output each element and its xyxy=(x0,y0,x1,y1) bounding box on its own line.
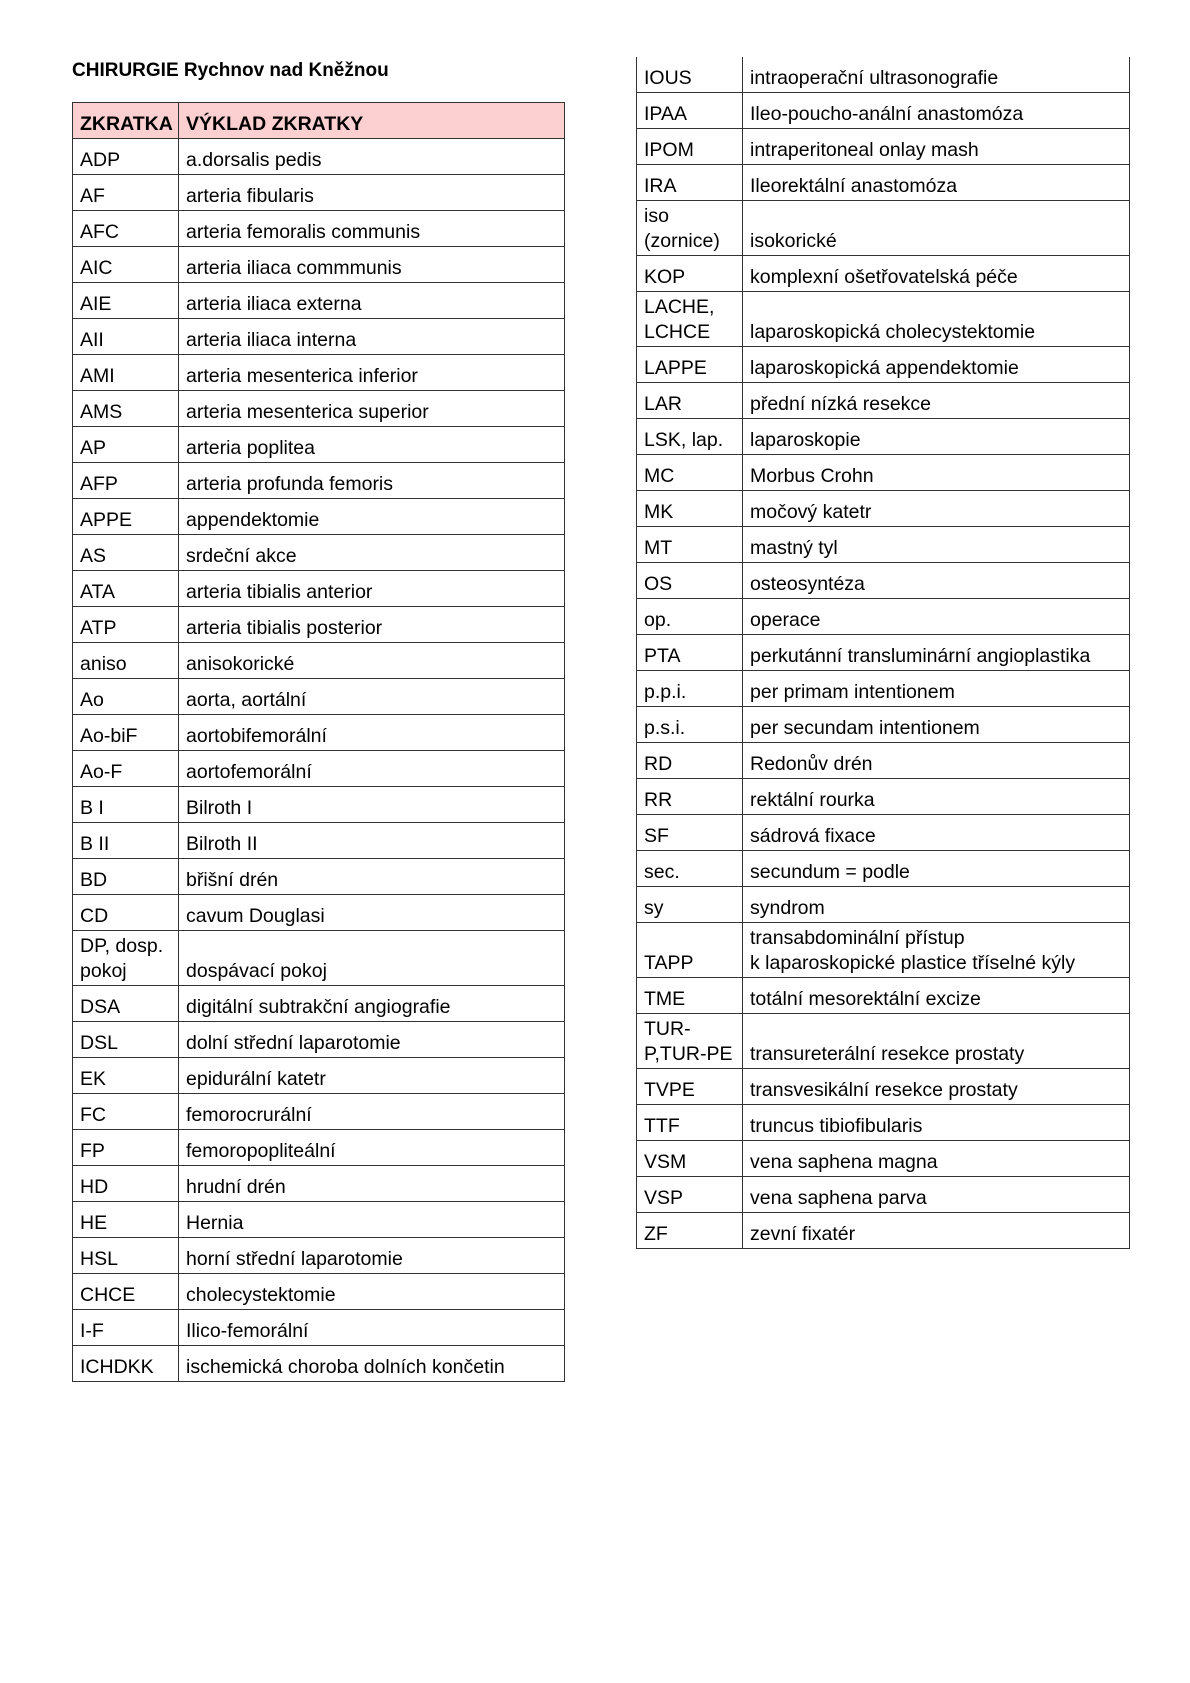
abbreviation-cell: FC xyxy=(73,1094,179,1130)
explanation-cell: truncus tibiofibularis xyxy=(743,1105,1130,1141)
explanation-cell: Redonův drén xyxy=(743,743,1130,779)
abbreviation-cell: RR xyxy=(637,779,743,815)
table-row xyxy=(73,535,565,571)
table-row xyxy=(73,1346,565,1382)
explanation-cell: aorta, aortální xyxy=(179,679,565,715)
table-row xyxy=(73,1310,565,1346)
abbreviation-cell: sy xyxy=(637,887,743,923)
abbreviation-cell: HD xyxy=(73,1166,179,1202)
explanation-cell: dospávací pokoj xyxy=(179,931,565,986)
table-row xyxy=(637,815,1130,851)
explanation-cell: anisokorické xyxy=(179,643,565,679)
table-row xyxy=(73,211,565,247)
explanation-cell: arteria fibularis xyxy=(179,175,565,211)
table-row xyxy=(73,1058,565,1094)
abbreviation-cell: TTF xyxy=(637,1105,743,1141)
explanation-cell: srdeční akce xyxy=(179,535,565,571)
table-row xyxy=(73,1202,565,1238)
explanation-cell: per primam intentionem xyxy=(743,671,1130,707)
explanation-cell: arteria iliaca interna xyxy=(179,319,565,355)
table-row xyxy=(73,319,565,355)
abbreviation-cell: I-F xyxy=(73,1310,179,1346)
abbreviation-cell: CD xyxy=(73,895,179,931)
abbreviation-cell: AF xyxy=(73,175,179,211)
abbreviation-cell: FP xyxy=(73,1130,179,1166)
explanation-cell: mastný tyl xyxy=(743,527,1130,563)
explanation-cell: laparoskopie xyxy=(743,419,1130,455)
abbreviation-cell: IPOM xyxy=(637,129,743,165)
table-row xyxy=(73,679,565,715)
table-row xyxy=(637,743,1130,779)
abbreviation-cell: iso (zornice) xyxy=(637,201,743,256)
abbreviation-cell: AS xyxy=(73,535,179,571)
table-row xyxy=(637,1069,1130,1105)
table-row xyxy=(73,823,565,859)
explanation-cell: arteria poplitea xyxy=(179,427,565,463)
abbreviation-cell: DP, dosp. pokoj xyxy=(73,931,179,986)
table-row xyxy=(637,923,1130,978)
abbreviation-cell: SF xyxy=(637,815,743,851)
table-row xyxy=(637,527,1130,563)
explanation-cell: arteria profunda femoris xyxy=(179,463,565,499)
abbreviation-cell: ICHDKK xyxy=(73,1346,179,1382)
table-row xyxy=(73,1274,565,1310)
table-row xyxy=(73,1238,565,1274)
explanation-cell: sádrová fixace xyxy=(743,815,1130,851)
abbreviation-cell: PTA xyxy=(637,635,743,671)
explanation-cell: rektální rourka xyxy=(743,779,1130,815)
explanation-cell: ischemická choroba dolních končetin xyxy=(179,1346,565,1382)
table-row xyxy=(73,571,565,607)
abbreviation-cell: Ao-F xyxy=(73,751,179,787)
explanation-cell: laparoskopická cholecystektomie xyxy=(743,292,1130,347)
abbreviation-cell: IOUS xyxy=(637,57,743,93)
abbreviation-cell: AIE xyxy=(73,283,179,319)
explanation-cell: komplexní ošetřovatelská péče xyxy=(743,256,1130,292)
table-row xyxy=(73,986,565,1022)
explanation-cell: Morbus Crohn xyxy=(743,455,1130,491)
explanation-cell: transabdominální přístup k laparoskopické plastice tříselné kýly xyxy=(743,923,1130,978)
explanation-cell: digitální subtrakční angiografie xyxy=(179,986,565,1022)
abbreviation-cell: LAR xyxy=(637,383,743,419)
table-row xyxy=(637,1213,1130,1249)
abbreviation-cell: CHCE xyxy=(73,1274,179,1310)
table-row xyxy=(637,292,1130,347)
table-row xyxy=(637,455,1130,491)
table-row xyxy=(637,256,1130,292)
explanation-cell: aortobifemorální xyxy=(179,715,565,751)
abbreviation-cell: p.s.i. xyxy=(637,707,743,743)
explanation-cell: secundum = podle xyxy=(743,851,1130,887)
explanation-cell: syndrom xyxy=(743,887,1130,923)
abbreviation-cell: LSK, lap. xyxy=(637,419,743,455)
table-row xyxy=(637,978,1130,1014)
table-row xyxy=(637,383,1130,419)
explanation-cell: isokorické xyxy=(743,201,1130,256)
explanation-cell: transvesikální resekce prostaty xyxy=(743,1069,1130,1105)
page-title: CHIRURGIE Rychnov nad Kněžnou xyxy=(72,60,389,81)
abbreviation-cell: Ao-biF xyxy=(73,715,179,751)
table-row xyxy=(637,491,1130,527)
abbreviation-cell: IRA xyxy=(637,165,743,201)
table-row xyxy=(73,1130,565,1166)
explanation-cell: hrudní drén xyxy=(179,1166,565,1202)
abbreviation-cell: p.p.i. xyxy=(637,671,743,707)
explanation-cell: břišní drén xyxy=(179,859,565,895)
abbreviation-cell: TME xyxy=(637,978,743,1014)
abbreviation-cell: AII xyxy=(73,319,179,355)
explanation-cell: arteria mesenterica superior xyxy=(179,391,565,427)
explanation-cell: arteria mesenterica inferior xyxy=(179,355,565,391)
explanation-cell: cholecystektomie xyxy=(179,1274,565,1310)
table-row xyxy=(73,355,565,391)
abbreviation-cell: MK xyxy=(637,491,743,527)
abbreviation-cell: MT xyxy=(637,527,743,563)
abbreviation-cell: AFP xyxy=(73,463,179,499)
table-row xyxy=(73,895,565,931)
explanation-cell: epidurální katetr xyxy=(179,1058,565,1094)
explanation-cell: totální mesorektální excize xyxy=(743,978,1130,1014)
explanation-cell: arteria femoralis communis xyxy=(179,211,565,247)
abbreviation-cell: aniso xyxy=(73,643,179,679)
table-row xyxy=(73,283,565,319)
abbreviation-cell: OS xyxy=(637,563,743,599)
explanation-cell: arteria tibialis anterior xyxy=(179,571,565,607)
explanation-cell: operace xyxy=(743,599,1130,635)
explanation-cell: Bilroth I xyxy=(179,787,565,823)
table-row xyxy=(637,1177,1130,1213)
table-row xyxy=(73,607,565,643)
abbreviation-cell: B I xyxy=(73,787,179,823)
table-row xyxy=(637,93,1130,129)
table-row xyxy=(637,635,1130,671)
explanation-cell: Hernia xyxy=(179,1202,565,1238)
table-header-row xyxy=(73,103,565,139)
abbreviation-cell: DSA xyxy=(73,986,179,1022)
table-row xyxy=(637,1014,1130,1069)
abbreviation-cell: Ao xyxy=(73,679,179,715)
abbreviation-cell: RD xyxy=(637,743,743,779)
table-row xyxy=(73,391,565,427)
explanation-cell: arteria iliaca commmunis xyxy=(179,247,565,283)
abbreviation-cell: TVPE xyxy=(637,1069,743,1105)
explanation-cell: femoropopliteální xyxy=(179,1130,565,1166)
abbreviation-table-left xyxy=(72,102,565,1382)
table-row xyxy=(73,463,565,499)
table-row xyxy=(73,787,565,823)
abbreviation-cell: ATP xyxy=(73,607,179,643)
explanation-cell: močový katetr xyxy=(743,491,1130,527)
explanation-cell: per secundam intentionem xyxy=(743,707,1130,743)
explanation-cell: zevní fixatér xyxy=(743,1213,1130,1249)
explanation-cell: přední nízká resekce xyxy=(743,383,1130,419)
table-row xyxy=(637,57,1130,93)
explanation-cell: aortofemorální xyxy=(179,751,565,787)
abbreviation-cell: DSL xyxy=(73,1022,179,1058)
explanation-cell: perkutánní transluminární angioplastika xyxy=(743,635,1130,671)
abbreviation-cell: EK xyxy=(73,1058,179,1094)
table-row xyxy=(637,599,1130,635)
abbreviation-cell: APPE xyxy=(73,499,179,535)
explanation-cell: cavum Douglasi xyxy=(179,895,565,931)
abbreviation-cell: KOP xyxy=(637,256,743,292)
explanation-cell: dolní střední laparotomie xyxy=(179,1022,565,1058)
abbreviation-cell: sec. xyxy=(637,851,743,887)
abbreviation-cell: AP xyxy=(73,427,179,463)
table-row xyxy=(637,851,1130,887)
abbreviation-cell: AFC xyxy=(73,211,179,247)
abbreviation-cell: HE xyxy=(73,1202,179,1238)
table-row xyxy=(73,139,565,175)
table-row xyxy=(637,707,1130,743)
explanation-cell: intraoperační ultrasonografie xyxy=(743,57,1130,93)
table-row xyxy=(637,671,1130,707)
explanation-cell: Ileo-poucho-anální anastomóza xyxy=(743,93,1130,129)
abbreviation-cell: HSL xyxy=(73,1238,179,1274)
table-row xyxy=(73,175,565,211)
abbreviation-cell: ATA xyxy=(73,571,179,607)
explanation-cell: vena saphena magna xyxy=(743,1141,1130,1177)
abbreviation-cell: B II xyxy=(73,823,179,859)
explanation-cell: femorocrurální xyxy=(179,1094,565,1130)
table-row xyxy=(73,427,565,463)
explanation-cell: vena saphena parva xyxy=(743,1177,1130,1213)
table-row xyxy=(637,887,1130,923)
explanation-cell: a.dorsalis pedis xyxy=(179,139,565,175)
header-abbreviation: ZKRATKA xyxy=(73,103,179,139)
table-row xyxy=(73,1022,565,1058)
table-row xyxy=(73,931,565,986)
abbreviation-cell: ZF xyxy=(637,1213,743,1249)
abbreviation-cell: TAPP xyxy=(637,923,743,978)
abbreviation-cell: AMS xyxy=(73,391,179,427)
abbreviation-cell: BD xyxy=(73,859,179,895)
table-row xyxy=(73,247,565,283)
header-explanation: VÝKLAD ZKRATKY xyxy=(179,103,565,139)
abbreviation-cell: ADP xyxy=(73,139,179,175)
abbreviation-table-right xyxy=(636,57,1130,1249)
abbreviation-cell: op. xyxy=(637,599,743,635)
explanation-cell: transureterální resekce prostaty xyxy=(743,1014,1130,1069)
table-row xyxy=(73,499,565,535)
table-row xyxy=(73,643,565,679)
table-row xyxy=(637,347,1130,383)
table-row xyxy=(637,165,1130,201)
table-row xyxy=(73,1094,565,1130)
explanation-cell: Ilico-femorální xyxy=(179,1310,565,1346)
explanation-cell: laparoskopická appendektomie xyxy=(743,347,1130,383)
table-row xyxy=(637,779,1130,815)
table-row xyxy=(637,1141,1130,1177)
explanation-cell: intraperitoneal onlay mash xyxy=(743,129,1130,165)
explanation-cell: Ileorektální anastomóza xyxy=(743,165,1130,201)
abbreviation-cell: IPAA xyxy=(637,93,743,129)
abbreviation-cell: LACHE, LCHCE xyxy=(637,292,743,347)
explanation-cell: Bilroth II xyxy=(179,823,565,859)
table-row xyxy=(73,751,565,787)
abbreviation-cell: MC xyxy=(637,455,743,491)
abbreviation-cell: TUR- P,TUR-PE xyxy=(637,1014,743,1069)
table-row xyxy=(637,563,1130,599)
table-row xyxy=(73,715,565,751)
table-row xyxy=(73,1166,565,1202)
explanation-cell: appendektomie xyxy=(179,499,565,535)
abbreviation-cell: AIC xyxy=(73,247,179,283)
explanation-cell: horní střední laparotomie xyxy=(179,1238,565,1274)
table-row xyxy=(637,419,1130,455)
table-row xyxy=(73,859,565,895)
explanation-cell: arteria tibialis posterior xyxy=(179,607,565,643)
table-row xyxy=(637,1105,1130,1141)
abbreviation-cell: LAPPE xyxy=(637,347,743,383)
table-row xyxy=(637,201,1130,256)
abbreviation-cell: VSM xyxy=(637,1141,743,1177)
abbreviation-cell: AMI xyxy=(73,355,179,391)
abbreviation-cell: VSP xyxy=(637,1177,743,1213)
table-row xyxy=(637,129,1130,165)
explanation-cell: arteria iliaca externa xyxy=(179,283,565,319)
explanation-cell: osteosyntéza xyxy=(743,563,1130,599)
